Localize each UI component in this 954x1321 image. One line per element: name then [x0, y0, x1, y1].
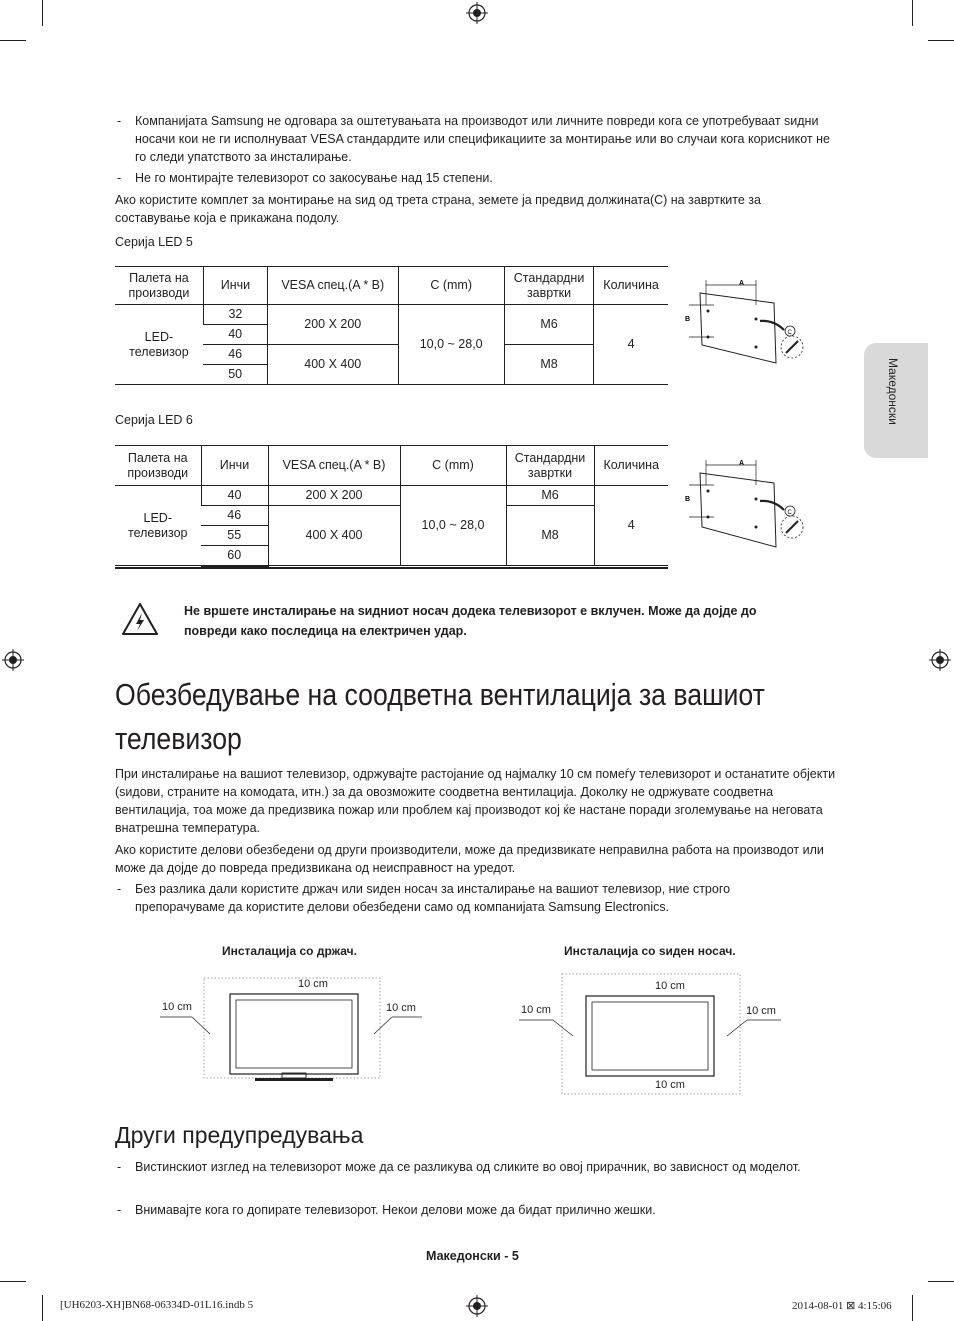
label-c: C	[787, 510, 792, 516]
bullet-text: Компанијата Samsung не одговара за оштетувањата на производот или личните повреди кога се употребуваат sидни носачи кои не ги исполнуваат VESA стандардите или спецификациите за монтирање или во случаи кога корисникот не го следи упатството за инсталирање.	[135, 114, 830, 164]
registration-mark-icon	[929, 649, 951, 671]
vesa-cell: 200 X 200	[268, 305, 398, 345]
spec-table-led5	[115, 266, 668, 385]
label-b: B	[685, 496, 691, 503]
header-cell: Инчи	[203, 267, 267, 305]
series-title: Серија LED 5	[115, 235, 193, 249]
header-cell: VESA спец.(A * B)	[268, 267, 398, 305]
inch-cell: 46	[201, 506, 268, 526]
spec-table-led6	[115, 445, 668, 567]
page-title-container	[115, 673, 915, 761]
bullet-text: Внимавајте кога го допирате телевизорот. Некои делови може да бидат прилично жешки.	[135, 1203, 656, 1217]
wall-mount-diagram	[684, 455, 814, 550]
wall-mount-diagram	[684, 275, 814, 365]
header-cell: Стандардни завртки	[504, 267, 593, 305]
inch-cell: 46	[203, 345, 267, 365]
wall-caption: Инсталација со sиден носач.	[564, 944, 736, 958]
header-cell: Инчи	[201, 446, 268, 486]
footer-file: [UH6203-XH]BN68-06334D-01L16.indb 5	[60, 1299, 254, 1311]
body-paragraph: При инсталирање на вашиот телевизор, одржувајте растојание од најмалку 10 см помеѓу телевизорот и останатите објекти (sидови, страните на комодата, итн.) за да овозможите соодветна вентилација. Доколку не одржувате соодветна вентилација, тоа може да предизвика пожар или проблем кај производот кој ќе настане поради зголемување на неговата внатрешна температура.	[115, 767, 836, 835]
distance-label: 10 cm	[298, 978, 328, 990]
footer-date: 2014-08-01 ⊠ 4:15:06	[792, 1300, 892, 1312]
label-a: A	[739, 460, 745, 467]
crop-mark	[928, 40, 954, 41]
c-cell: 10,0 ~ 28,0	[398, 305, 504, 385]
distance-label: 10 cm	[521, 1004, 551, 1016]
bullet-text: Вистинскиот изглед на телевизорот може да се разликува од сликите во овој прирачник, во зависност од моделот.	[135, 1160, 801, 1174]
bullet-text: Без разлика дали користите држач или sиден носач за инсталирање на вашиот телевизор, ние строго препорачуваме да користите делови обезбедени само од компанијата Samsung Electronics.	[135, 882, 731, 914]
header-cell: Количина	[594, 267, 668, 305]
inch-cell: 55	[201, 526, 268, 546]
registration-mark-icon	[466, 1295, 488, 1317]
bullet-item: - Без разлика дали користите држач или sиден носач за инсталирање на вашиот телевизор, ние строго препорачуваме да користите делови обезбедени само од компанијата Samsung Electronics.	[117, 882, 731, 914]
crop-mark	[912, 0, 913, 26]
inch-cell: 40	[201, 486, 268, 506]
label-a: A	[739, 280, 745, 287]
crop-mark	[42, 0, 43, 26]
vesa-cell: 400 X 400	[268, 345, 398, 385]
page-number: Македонски - 5	[426, 1249, 519, 1263]
vesa-cell: 400 X 400	[268, 506, 400, 566]
series-title: Серија LED 6	[115, 413, 193, 427]
header-cell: Стандардни завртки	[506, 446, 594, 486]
c-cell: 10,0 ~ 28,0	[400, 486, 506, 566]
registration-mark-icon	[466, 2, 488, 24]
registration-mark-icon	[2, 649, 24, 671]
product-cell: LED-телевизор	[115, 486, 201, 566]
crop-mark	[0, 1281, 26, 1282]
body-paragraph: Ако користите делови обезбедени од други производители, може да предизвикате неправилна работа на производот или може да дојде до повреда предизвикана од неисправност на уредот.	[115, 843, 824, 875]
screw-cell: M8	[504, 345, 593, 385]
side-tab-label: Македонски	[886, 358, 900, 425]
electric-shock-warning-icon	[121, 602, 159, 636]
warning-text: Не вршете инсталирање на sидниот носач додека телевизорот е вклучен. Може да дојде до повреди како последица на електричен удар.	[184, 604, 757, 638]
screw-cell: M6	[504, 305, 593, 345]
table-bottom-rule	[115, 567, 668, 569]
bullet-item: - Вистинскиот изглед на телевизорот може да се разликува од сликите во овој прирачник, во зависност од моделот.	[117, 1160, 801, 1174]
intro-paragraph: Ако користите комплет за монтирање на sид од трета страна, земете ја предвид должината(C) на завртките за составување која е прикажана подолу.	[115, 193, 761, 225]
header-cell: C (mm)	[400, 446, 506, 486]
header-cell: C (mm)	[398, 267, 504, 305]
inch-cell: 32	[203, 305, 267, 325]
inch-cell: 40	[203, 325, 267, 345]
page-title: Обезбедување на соодветна вентилација за вашиот телевизор	[115, 677, 765, 756]
section-title: Други предупредувања	[115, 1122, 364, 1148]
distance-label: 10 cm	[655, 980, 685, 992]
bullet-item: - Внимавајте кога го допирате телевизорот. Некои делови може да бидат прилично жешки.	[117, 1203, 656, 1217]
vesa-cell: 200 X 200	[268, 486, 400, 506]
inch-cell: 50	[203, 365, 267, 385]
header-cell: Количина	[594, 446, 668, 486]
stand-caption: Инсталација со држач.	[222, 944, 357, 958]
product-cell: LED-телевизор	[115, 305, 203, 385]
label-b: B	[685, 316, 691, 323]
header-cell: Палета на производи	[115, 446, 201, 486]
header-cell: VESA спец.(A * B)	[268, 446, 400, 486]
inch-cell: 60	[201, 546, 268, 566]
bullet-item: - Компанијата Samsung не одговара за оштетувањата на производот или личните повреди кога се употребуваат sидни носачи кои не ги исполнуваат VESA стандардите или спецификациите за монтирање или во случаи кога корисникот не го следи упатството за инсталирање.	[117, 114, 830, 164]
qty-cell: 4	[594, 486, 668, 566]
crop-mark	[42, 1295, 43, 1321]
distance-label: 10 cm	[655, 1079, 685, 1091]
stand-installation-diagram	[160, 970, 430, 1085]
screw-cell: M8	[506, 506, 594, 566]
qty-cell: 4	[594, 305, 668, 385]
distance-label: 10 cm	[162, 1001, 192, 1013]
bullet-text: Не го монтирајте телевизорот со закосување над 15 степени.	[135, 171, 493, 185]
language-side-tab	[864, 343, 928, 458]
header-cell: Палета на производи	[115, 267, 203, 305]
crop-mark	[912, 1295, 913, 1321]
bullet-item: - Не го монтирајте телевизорот со закосување над 15 степени.	[117, 171, 493, 185]
wall-installation-diagram	[515, 968, 785, 1096]
distance-label: 10 cm	[386, 1002, 416, 1014]
crop-mark	[928, 1281, 954, 1282]
crop-mark	[0, 40, 26, 41]
distance-label: 10 cm	[746, 1005, 776, 1017]
screw-cell: M6	[506, 486, 594, 506]
label-c: C	[787, 330, 792, 336]
